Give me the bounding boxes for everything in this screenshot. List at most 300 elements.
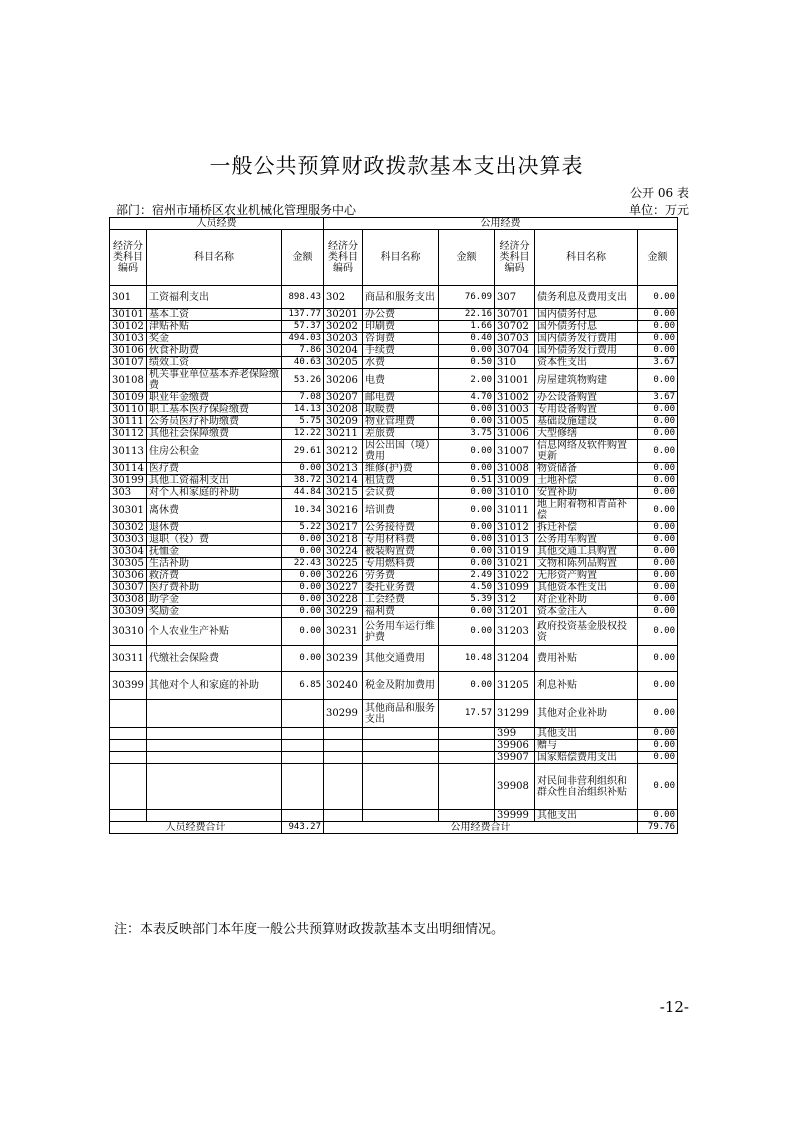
amount-cell: 0.00 — [282, 618, 324, 646]
code-cell: 30303 — [110, 534, 147, 546]
code-cell: 30399 — [110, 672, 147, 700]
name-cell: 国外债务发行费用 — [535, 345, 638, 357]
table-row — [110, 740, 678, 752]
code-cell: 30305 — [110, 558, 147, 570]
amount-cell: 0.00 — [638, 522, 678, 534]
name-cell — [147, 740, 282, 752]
table-row — [110, 286, 678, 309]
code-cell: 30309 — [110, 606, 147, 618]
code-cell: 301 — [110, 286, 147, 309]
code-cell: 30102 — [110, 321, 147, 333]
name-cell: 奖励金 — [147, 606, 282, 618]
code-cell: 31007 — [495, 440, 535, 463]
code-cell: 31205 — [495, 672, 535, 700]
table-row — [110, 309, 678, 321]
code-cell: 30701 — [495, 309, 535, 321]
name-cell: 对民间非营利组织和群众性自治组织补贴 — [535, 764, 638, 810]
amount-cell: 0.00 — [439, 522, 495, 534]
code-cell — [324, 728, 363, 740]
code-cell: 30106 — [110, 345, 147, 357]
amount-cell: 0.00 — [439, 558, 495, 570]
name-cell: 公务用车购置 — [535, 534, 638, 546]
name-cell — [147, 752, 282, 764]
amount-cell: 0.00 — [282, 546, 324, 558]
amount-cell: 0.00 — [638, 499, 678, 522]
amount-cell: 0.00 — [638, 487, 678, 499]
amount-cell — [282, 764, 324, 810]
code-cell: 31099 — [495, 582, 535, 594]
amount-cell — [439, 740, 495, 752]
code-cell: 30107 — [110, 357, 147, 369]
code-cell: 30203 — [324, 333, 363, 345]
amount-cell: 0.00 — [439, 546, 495, 558]
name-cell: 医疗费补助 — [147, 582, 282, 594]
amount-cell: 0.00 — [638, 606, 678, 618]
code-cell: 39906 — [495, 740, 535, 752]
name-cell: 印刷费 — [363, 321, 439, 333]
unit-label: 单位：万元 — [628, 203, 689, 217]
name-cell: 拆迁补偿 — [535, 522, 638, 534]
name-cell: 其他社会保障缴费 — [147, 428, 282, 440]
name-cell: 基本工资 — [147, 309, 282, 321]
amount-cell: 10.34 — [282, 499, 324, 522]
amount-cell: 0.00 — [282, 606, 324, 618]
name-cell: 医疗费 — [147, 463, 282, 475]
code-cell: 31005 — [495, 416, 535, 428]
name-cell: 代缴社会保险费 — [147, 646, 282, 672]
code-cell — [324, 764, 363, 810]
table-row — [110, 369, 678, 392]
form-number: 公开 06 表 — [630, 186, 689, 200]
amount-cell: 0.00 — [638, 594, 678, 606]
name-cell — [363, 740, 439, 752]
table-row — [110, 440, 678, 463]
code-header: 经济分类科目编码 — [110, 230, 147, 286]
code-cell: 31006 — [495, 428, 535, 440]
amount-cell: 38.72 — [282, 475, 324, 487]
amount-cell: 2.49 — [439, 570, 495, 582]
amount-cell — [439, 752, 495, 764]
name-cell: 国外债务付息 — [535, 321, 638, 333]
code-cell: 30213 — [324, 463, 363, 475]
name-cell: 对企业补助 — [535, 594, 638, 606]
name-cell: 其他对企业补助 — [535, 700, 638, 728]
amount-cell — [439, 810, 495, 822]
footnote: 注：本表反映部门本年度一般公共预算财政拨款基本支出明细情况。 — [114, 922, 505, 937]
amount-cell: 5.22 — [282, 522, 324, 534]
table-row — [110, 558, 678, 570]
code-cell: 30225 — [324, 558, 363, 570]
name-cell: 助学金 — [147, 594, 282, 606]
code-cell: 30218 — [324, 534, 363, 546]
amount-cell: 0.00 — [282, 646, 324, 672]
code-cell: 307 — [495, 286, 535, 309]
name-cell: 国内债务发行费用 — [535, 333, 638, 345]
name-cell: 国内债务付息 — [535, 309, 638, 321]
amount-cell: 898.43 — [282, 286, 324, 309]
code-cell: 31011 — [495, 499, 535, 522]
table-row — [110, 416, 678, 428]
code-cell: 30226 — [324, 570, 363, 582]
code-cell: 302 — [324, 286, 363, 309]
code-cell: 30199 — [110, 475, 147, 487]
name-cell: 物业管理费 — [363, 416, 439, 428]
table-row — [110, 392, 678, 404]
name-cell: 水费 — [363, 357, 439, 369]
code-header: 经济分类科目编码 — [324, 230, 363, 286]
code-cell: 30702 — [495, 321, 535, 333]
name-cell: 债务利息及费用支出 — [535, 286, 638, 309]
amount-cell: 29.61 — [282, 440, 324, 463]
amount-cell: 0.00 — [638, 646, 678, 672]
name-cell: 伙食补助费 — [147, 345, 282, 357]
code-cell: 30207 — [324, 392, 363, 404]
table-row — [110, 606, 678, 618]
code-cell: 30215 — [324, 487, 363, 499]
amount-cell: 0.00 — [638, 428, 678, 440]
amount-cell: 0.00 — [638, 546, 678, 558]
amount-cell: 7.86 — [282, 345, 324, 357]
table-row — [110, 428, 678, 440]
amount-cell: 0.00 — [638, 345, 678, 357]
amount-cell: 0.00 — [439, 618, 495, 646]
amount-cell — [282, 728, 324, 740]
name-cell: 奖金 — [147, 333, 282, 345]
amount-cell: 0.00 — [439, 534, 495, 546]
code-cell: 31022 — [495, 570, 535, 582]
amount-cell: 0.00 — [638, 440, 678, 463]
name-cell: 信息网络及软件购置更新 — [535, 440, 638, 463]
totals-row — [110, 822, 678, 834]
code-cell: 31003 — [495, 404, 535, 416]
amount-cell: 0.00 — [638, 321, 678, 333]
code-cell: 31021 — [495, 558, 535, 570]
amount-cell: 53.26 — [282, 369, 324, 392]
name-cell: 机关事业单位基本养老保险缴费 — [147, 369, 282, 392]
amount-cell: 0.00 — [638, 404, 678, 416]
name-cell: 咨询费 — [363, 333, 439, 345]
code-cell: 303 — [110, 487, 147, 499]
name-cell: 职工基本医疗保险缴费 — [147, 404, 282, 416]
name-cell: 因公出国（境）费用 — [363, 440, 439, 463]
code-cell: 30311 — [110, 646, 147, 672]
amount-cell: 40.63 — [282, 357, 324, 369]
expenditure-table — [109, 217, 678, 834]
name-cell — [363, 810, 439, 822]
amount-cell: 0.00 — [638, 286, 678, 309]
code-cell: 30307 — [110, 582, 147, 594]
code-cell: 30229 — [324, 606, 363, 618]
code-cell: 30703 — [495, 333, 535, 345]
name-cell: 专用设备购置 — [535, 404, 638, 416]
name-cell: 税金及附加费用 — [363, 672, 439, 700]
amount-cell: 0.00 — [439, 672, 495, 700]
table-row — [110, 546, 678, 558]
name-cell: 其他商品和服务支出 — [363, 700, 439, 728]
name-cell: 被装购置费 — [363, 546, 439, 558]
page-title: 一般公共预算财政拨款基本支出决算表 — [209, 154, 584, 178]
code-cell: 30306 — [110, 570, 147, 582]
name-cell: 租赁费 — [363, 475, 439, 487]
table-row — [110, 499, 678, 522]
code-cell: 30209 — [324, 416, 363, 428]
name-cell: 地上附着物和青苗补偿 — [535, 499, 638, 522]
amount-cell — [439, 728, 495, 740]
amount-cell: 0.00 — [638, 618, 678, 646]
code-cell — [110, 740, 147, 752]
amount-cell: 0.00 — [638, 764, 678, 810]
amount-cell: 76.09 — [439, 286, 495, 309]
code-cell: 30310 — [110, 618, 147, 646]
amount-cell: 0.00 — [638, 463, 678, 475]
amount-cell: 0.00 — [638, 570, 678, 582]
name-cell: 安置补助 — [535, 487, 638, 499]
name-cell: 国家赔偿费用支出 — [535, 752, 638, 764]
name-cell — [363, 728, 439, 740]
code-cell: 31204 — [495, 646, 535, 672]
code-cell: 30308 — [110, 594, 147, 606]
name-header: 科目名称 — [363, 230, 439, 286]
table-row — [110, 345, 678, 357]
code-cell: 30211 — [324, 428, 363, 440]
amount-cell — [282, 810, 324, 822]
amount-cell: 0.00 — [638, 728, 678, 740]
name-cell: 公务员医疗补助缴费 — [147, 416, 282, 428]
code-cell: 399 — [495, 728, 535, 740]
amount-cell: 0.00 — [638, 416, 678, 428]
name-cell: 差旅费 — [363, 428, 439, 440]
amount-header: 金额 — [439, 230, 495, 286]
amount-header: 金额 — [638, 230, 678, 286]
name-cell — [147, 700, 282, 728]
name-cell: 办公费 — [363, 309, 439, 321]
amount-cell: 5.39 — [439, 594, 495, 606]
table-row — [110, 618, 678, 646]
code-cell: 30299 — [324, 700, 363, 728]
amount-cell: 44.84 — [282, 487, 324, 499]
amount-cell: 0.00 — [638, 582, 678, 594]
amount-cell: 3.67 — [638, 392, 678, 404]
amount-cell: 6.85 — [282, 672, 324, 700]
name-cell: 文物和陈列品购置 — [535, 558, 638, 570]
name-cell: 职业年金缴费 — [147, 392, 282, 404]
code-cell: 30216 — [324, 499, 363, 522]
code-cell — [110, 810, 147, 822]
amount-cell: 0.00 — [282, 582, 324, 594]
name-cell: 专用燃料费 — [363, 558, 439, 570]
amount-cell — [282, 740, 324, 752]
amount-cell: 0.00 — [638, 534, 678, 546]
name-cell: 专用材料费 — [363, 534, 439, 546]
table-row — [110, 463, 678, 475]
name-cell: 邮电费 — [363, 392, 439, 404]
amount-cell: 14.13 — [282, 404, 324, 416]
table-row — [110, 728, 678, 740]
name-cell: 取暖费 — [363, 404, 439, 416]
code-cell: 31010 — [495, 487, 535, 499]
name-cell: 工资福利支出 — [147, 286, 282, 309]
table-row — [110, 646, 678, 672]
code-cell — [110, 764, 147, 810]
table-row — [110, 672, 678, 700]
name-cell: 资本性支出 — [535, 357, 638, 369]
code-cell: 30231 — [324, 618, 363, 646]
amount-cell: 0.00 — [282, 534, 324, 546]
code-cell: 31299 — [495, 700, 535, 728]
code-cell: 30302 — [110, 522, 147, 534]
amount-cell — [439, 764, 495, 810]
amount-cell: 0.00 — [439, 345, 495, 357]
amount-cell: 0.00 — [638, 752, 678, 764]
name-cell: 大型修缮 — [535, 428, 638, 440]
code-cell: 31009 — [495, 475, 535, 487]
name-cell: 商品和服务支出 — [363, 286, 439, 309]
amount-cell: 0.00 — [439, 499, 495, 522]
code-cell: 30110 — [110, 404, 147, 416]
code-cell: 30108 — [110, 369, 147, 392]
code-cell: 30112 — [110, 428, 147, 440]
code-cell: 30109 — [110, 392, 147, 404]
name-cell: 其他支出 — [535, 810, 638, 822]
name-cell: 住房公积金 — [147, 440, 282, 463]
name-cell: 其他支出 — [535, 728, 638, 740]
code-cell: 30239 — [324, 646, 363, 672]
amount-cell: 10.48 — [439, 646, 495, 672]
name-cell: 委托业务费 — [363, 582, 439, 594]
name-cell: 公务用车运行维护费 — [363, 618, 439, 646]
table-row — [110, 522, 678, 534]
name-cell: 会议费 — [363, 487, 439, 499]
amount-cell: 494.03 — [282, 333, 324, 345]
name-cell: 房屋建筑物购建 — [535, 369, 638, 392]
name-cell: 办公设备购置 — [535, 392, 638, 404]
code-cell: 30208 — [324, 404, 363, 416]
code-cell: 30204 — [324, 345, 363, 357]
code-cell — [110, 728, 147, 740]
amount-cell: 22.16 — [439, 309, 495, 321]
code-cell: 31013 — [495, 534, 535, 546]
name-cell: 其他资本性支出 — [535, 582, 638, 594]
code-cell: 30101 — [110, 309, 147, 321]
amount-cell: 4.50 — [439, 582, 495, 594]
amount-cell: 0.00 — [439, 606, 495, 618]
name-cell: 其他对个人和家庭的补助 — [147, 672, 282, 700]
amount-cell: 0.00 — [439, 487, 495, 499]
name-cell: 对个人和家庭的补助 — [147, 487, 282, 499]
amount-cell: 22.43 — [282, 558, 324, 570]
code-cell: 30202 — [324, 321, 363, 333]
code-header: 经济分类科目编码 — [495, 230, 535, 286]
name-cell: 福利费 — [363, 606, 439, 618]
code-cell: 30240 — [324, 672, 363, 700]
amount-cell: 0.51 — [439, 475, 495, 487]
amount-header: 金额 — [282, 230, 324, 286]
code-cell: 30301 — [110, 499, 147, 522]
table-row — [110, 582, 678, 594]
name-cell: 津贴补贴 — [147, 321, 282, 333]
code-cell: 30113 — [110, 440, 147, 463]
name-cell: 资本金注入 — [535, 606, 638, 618]
amount-cell: 0.00 — [638, 369, 678, 392]
table-row — [110, 487, 678, 499]
table-row — [110, 594, 678, 606]
code-cell: 31001 — [495, 369, 535, 392]
code-cell — [324, 740, 363, 752]
code-cell — [110, 752, 147, 764]
name-cell: 救济费 — [147, 570, 282, 582]
name-header: 科目名称 — [535, 230, 638, 286]
code-cell: 30103 — [110, 333, 147, 345]
amount-cell: 4.70 — [439, 392, 495, 404]
amount-cell — [282, 700, 324, 728]
code-cell: 30704 — [495, 345, 535, 357]
name-cell — [147, 764, 282, 810]
amount-cell: 0.00 — [282, 570, 324, 582]
amount-cell: 57.37 — [282, 321, 324, 333]
code-cell: 30214 — [324, 475, 363, 487]
code-cell: 39999 — [495, 810, 535, 822]
code-cell: 31019 — [495, 546, 535, 558]
table-row — [110, 752, 678, 764]
name-cell: 其他交通费用 — [363, 646, 439, 672]
name-cell: 利息补贴 — [535, 672, 638, 700]
amount-cell: 0.00 — [638, 740, 678, 752]
name-cell: 绩效工资 — [147, 357, 282, 369]
name-cell: 生活补助 — [147, 558, 282, 570]
code-cell: 39908 — [495, 764, 535, 810]
amount-cell: 0.00 — [638, 810, 678, 822]
amount-cell: 0.50 — [439, 357, 495, 369]
table-row — [110, 810, 678, 822]
code-cell — [110, 700, 147, 728]
name-cell — [363, 764, 439, 810]
name-cell: 工会经费 — [363, 594, 439, 606]
amount-cell: 0.00 — [282, 463, 324, 475]
name-cell — [363, 752, 439, 764]
name-cell: 其他交通工具购置 — [535, 546, 638, 558]
code-cell: 312 — [495, 594, 535, 606]
code-cell: 30227 — [324, 582, 363, 594]
name-cell: 赠与 — [535, 740, 638, 752]
code-cell: 30217 — [324, 522, 363, 534]
personnel-header: 人员经费 — [110, 218, 324, 230]
name-cell: 基础设施建设 — [535, 416, 638, 428]
code-cell: 30224 — [324, 546, 363, 558]
code-cell: 31008 — [495, 463, 535, 475]
table-row — [110, 475, 678, 487]
amount-cell: 12.22 — [282, 428, 324, 440]
name-cell: 抚恤金 — [147, 546, 282, 558]
code-cell: 30111 — [110, 416, 147, 428]
name-cell: 政府投资基金股权投资 — [535, 618, 638, 646]
amount-cell: 137.77 — [282, 309, 324, 321]
code-cell: 30206 — [324, 369, 363, 392]
name-cell: 培训费 — [363, 499, 439, 522]
table-row — [110, 404, 678, 416]
code-cell: 30212 — [324, 440, 363, 463]
name-cell: 手续费 — [363, 345, 439, 357]
table-row — [110, 764, 678, 810]
name-cell: 退休费 — [147, 522, 282, 534]
name-cell: 其他工资福利支出 — [147, 475, 282, 487]
amount-cell: 1.66 — [439, 321, 495, 333]
code-cell: 31002 — [495, 392, 535, 404]
code-cell: 30205 — [324, 357, 363, 369]
personnel-total-label: 人员经费合计 — [110, 822, 282, 834]
amount-cell: 2.00 — [439, 369, 495, 392]
amount-cell: 7.08 — [282, 392, 324, 404]
amount-cell: 0.00 — [638, 700, 678, 728]
